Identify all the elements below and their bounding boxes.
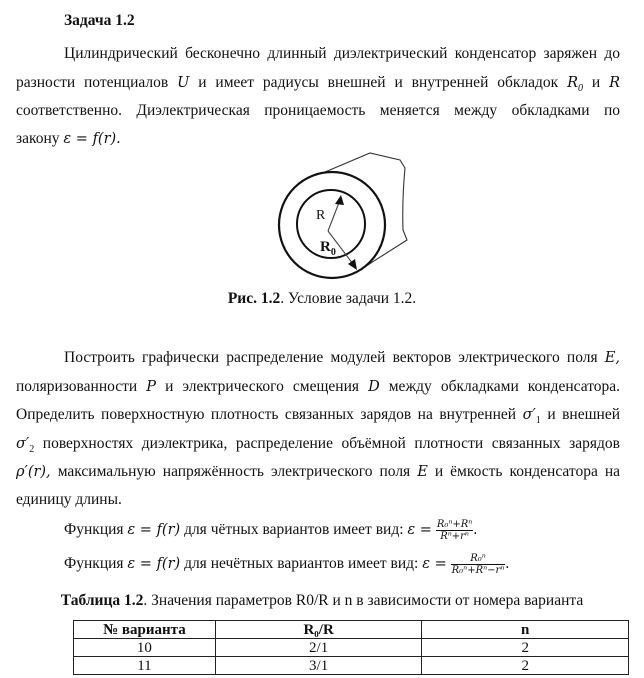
text: и имеет радиусы внешней и внутренней обкладок (198, 74, 559, 91)
symbol-rho: ρ′(r), (16, 464, 51, 480)
problem-line-1 (64, 348, 620, 368)
table-caption (0, 592, 644, 610)
table-row (74, 639, 629, 657)
function-odd: Функция ε = f(r) для нечётных вариантов имеет вид: ε = $\frac{\text{R₀ⁿ}}{\text{R₀ⁿ+Rⁿ−rⁿ}}$ . (64, 553, 510, 576)
numerator: R₀ⁿ (451, 553, 506, 565)
task-title: Задача 1.2 (64, 12, 135, 29)
text: и электрического смещения (165, 378, 360, 395)
text: Функция (64, 521, 124, 539)
R0-base: R (567, 75, 579, 91)
problem-line-4 (16, 434, 620, 454)
header-ratio: R₀/R (215, 621, 422, 639)
label-R0 (320, 239, 336, 256)
cell-n: 2 (422, 639, 629, 657)
text: Цилиндрический бесконечно длинный диэлектрический конденсатор заряжен до (64, 45, 620, 62)
text: между обкладками конденсатора. (388, 378, 621, 395)
text: и (591, 74, 601, 91)
label-R: R (316, 208, 326, 223)
cell-variant: 11 (74, 657, 216, 675)
figure-caption (0, 290, 644, 308)
R0-base: R (320, 239, 331, 255)
text: максимальную напряжённость электрического поля (57, 463, 411, 480)
denominator: Rⁿ+rⁿ (440, 531, 469, 542)
text: закону (16, 130, 60, 147)
R0-sub: 0 (330, 247, 336, 258)
function-even: Функция ε = f(r) для чётных вариантов имеет вид: ε = $\frac{\text{R₀ⁿ+Rⁿ}}{\text{Rⁿ+rⁿ}}$ . (64, 519, 478, 542)
text: поляризованности (16, 378, 138, 395)
problem-line-6 (16, 490, 620, 510)
sigma1-sub: 1 (535, 415, 541, 427)
text: Построить графически распределение модулей векторов электрического поля (64, 349, 598, 366)
table-header-row (74, 621, 629, 639)
cell-variant: 10 (74, 639, 216, 657)
fraction-even (436, 519, 474, 542)
formula-eps: ε = f(r). (63, 131, 121, 147)
symbol-E: E (417, 464, 428, 480)
caption-label: Рис. 1.2 (227, 290, 281, 307)
formula-lhs: ε = (407, 522, 432, 539)
sigma1-base: σ′ (522, 407, 536, 423)
caption-text: . Условие задачи 1.2. (280, 290, 417, 307)
problem-line-2 (16, 377, 620, 397)
formula-eps: ε = f(r) (127, 556, 181, 573)
text: разности потенциалов (16, 74, 169, 91)
outer-plate-circle (279, 172, 385, 278)
formula-lhs: ε = (422, 556, 447, 573)
sigma2-sub: 2 (29, 444, 35, 456)
problem-line-5 (16, 462, 620, 482)
symbol-sigma2 (16, 435, 35, 456)
symbol-D: D (368, 379, 380, 395)
symbol-U: U (177, 75, 190, 91)
symbol-P: P (146, 379, 157, 395)
text: и ёмкость конденсатора на (434, 463, 621, 480)
cell-ratio: 2/1 (215, 639, 422, 657)
cell-n: 2 (422, 657, 629, 675)
fraction-odd (451, 553, 506, 576)
text: Определить поверхностную плотность связанных зарядов на внутренней (16, 406, 517, 423)
denominator: R₀ⁿ+Rⁿ−rⁿ (451, 565, 505, 576)
R0-sub: 0 (578, 83, 584, 95)
text: и внешней (547, 406, 621, 423)
text: Функция (64, 555, 124, 573)
table-caption-text: . Значения параметров R0/R и n в зависимости от номера варианта (143, 592, 584, 609)
table-row (74, 657, 629, 675)
cell-ratio: 3/1 (215, 657, 422, 675)
header-n: n (422, 621, 629, 639)
text: для нечётных вариантов имеет вид: (184, 555, 419, 573)
text: единицу длины. (16, 491, 122, 508)
symbol-sigma1 (522, 406, 541, 427)
text: поверхностях диэлектрика, распределение объёмной плотности связанных зарядов (42, 435, 620, 452)
variants-table (73, 620, 629, 675)
formula-eps: ε = f(r) (127, 522, 181, 539)
numerator: R₀ⁿ+Rⁿ (436, 519, 473, 530)
symbol-E: E, (604, 350, 620, 366)
text: для чётных вариантов имеет вид: (184, 521, 404, 539)
symbol-R: R (609, 75, 621, 91)
text: соответственно. Диэлектрическая проницаемость меняется между обкладками по (16, 102, 620, 119)
problem-line-3 (16, 405, 620, 425)
sigma2-base: σ′ (16, 436, 30, 452)
header-variant: № варианта (74, 621, 216, 639)
table-caption-label: Таблица 1.2 (60, 592, 144, 609)
